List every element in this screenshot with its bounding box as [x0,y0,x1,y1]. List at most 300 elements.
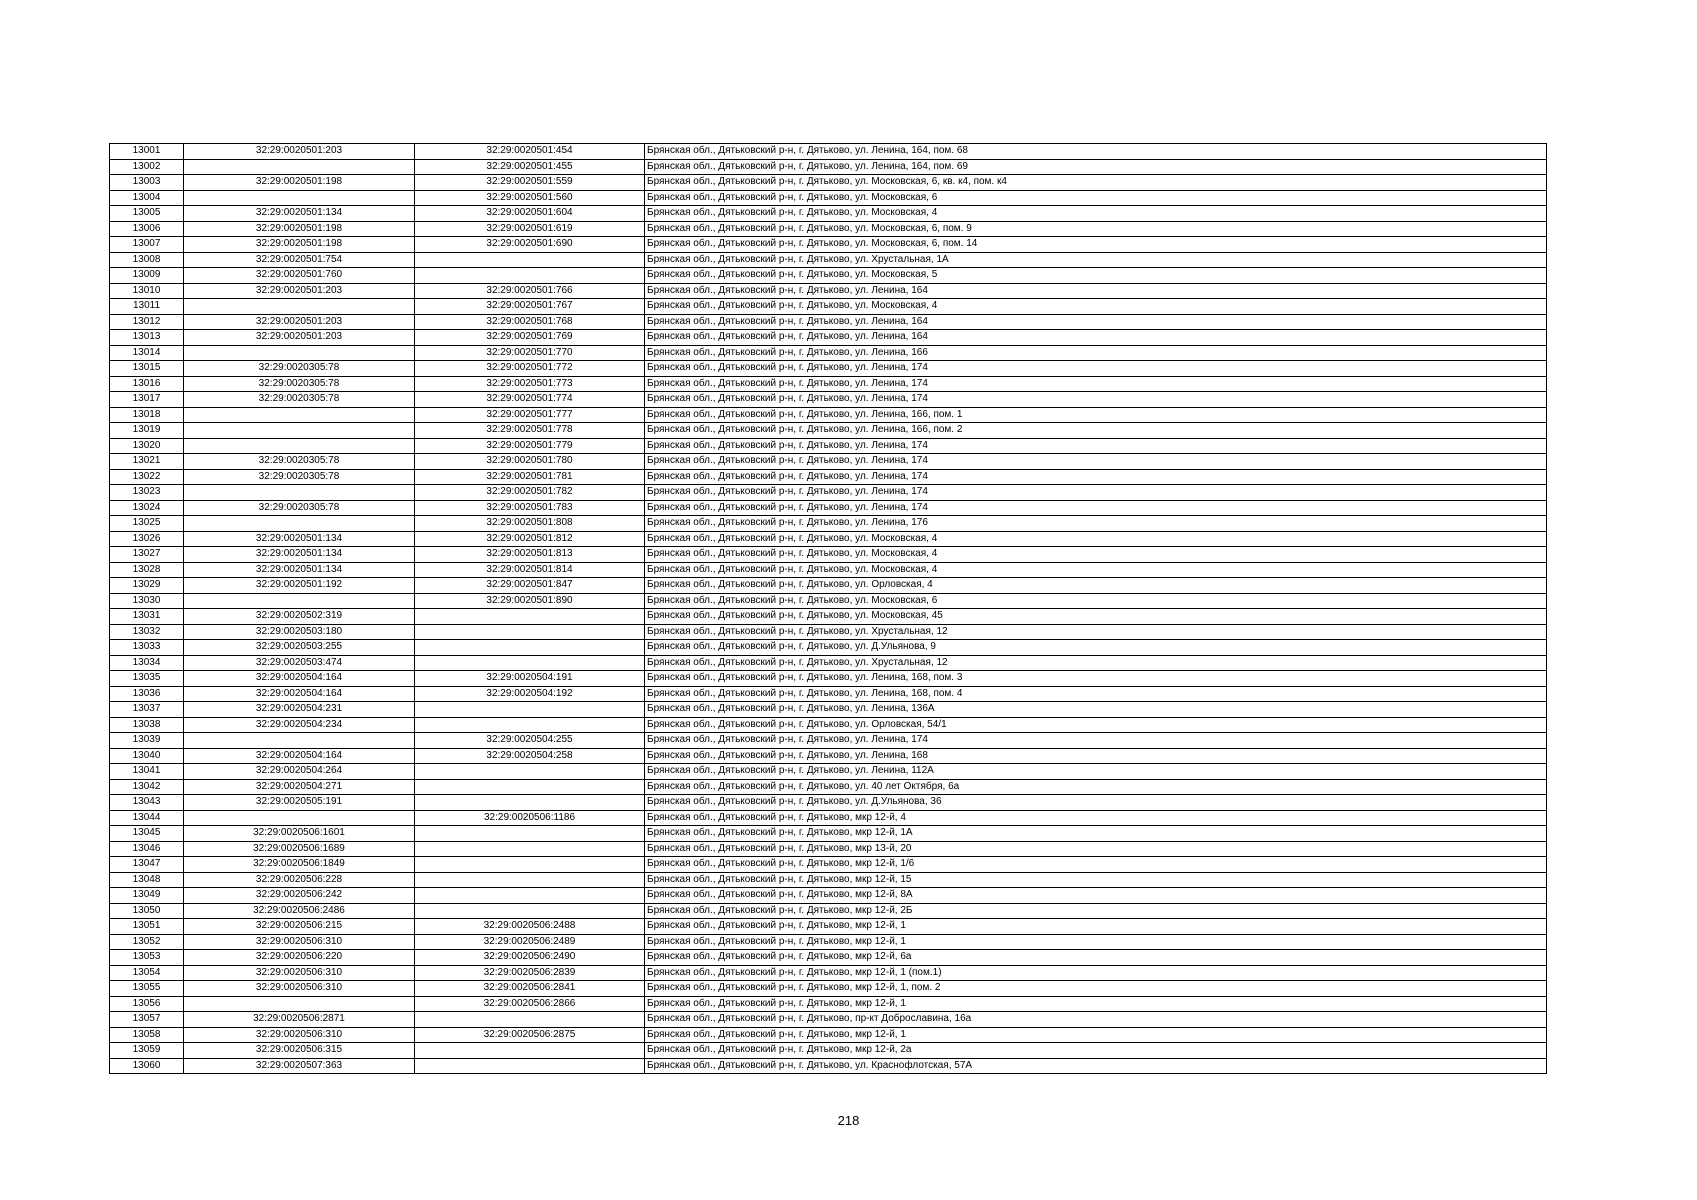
address-cell: Брянская обл., Дятьковский р-н, г. Дятьково, ул. Ленина, 174 [645,376,1547,392]
parcel-cadastral-number-cell: 32:29:0020501:134 [184,206,415,222]
table-row [110,748,1547,764]
table-row [110,717,1547,733]
address-cell: Брянская обл., Дятьковский р-н, г. Дятьково, ул. Ленина, 174 [645,500,1547,516]
object-cadastral-number-cell [415,702,645,718]
object-cadastral-number-cell: 32:29:0020501:767 [415,299,645,315]
table-row [110,903,1547,919]
address-cell: Брянская обл., Дятьковский р-н, г. Дятьково, ул. Ленина, 166, пом. 1 [645,407,1547,423]
address-cell: Брянская обл., Дятьковский р-н, г. Дятьково, мкр 12-й, 4 [645,810,1547,826]
parcel-cadastral-number-cell [184,299,415,315]
row-number-cell: 13030 [110,593,184,609]
table-row [110,795,1547,811]
row-number-cell: 13037 [110,702,184,718]
object-cadastral-number-cell: 32:29:0020501:781 [415,469,645,485]
parcel-cadastral-number-cell: 32:29:0020305:78 [184,469,415,485]
address-cell: Брянская обл., Дятьковский р-н, г. Дятьково, ул. Орловская, 54/1 [645,717,1547,733]
row-number-cell: 13044 [110,810,184,826]
table-row [110,252,1547,268]
table-row [110,810,1547,826]
parcel-cadastral-number-cell [184,438,415,454]
address-cell: Брянская обл., Дятьковский р-н, г. Дятьково, ул. 40 лет Октября, 6а [645,779,1547,795]
row-number-cell: 13051 [110,919,184,935]
table-row [110,159,1547,175]
address-cell: Брянская обл., Дятьковский р-н, г. Дятьково, ул. Московская, 45 [645,609,1547,625]
table-row [110,950,1547,966]
object-cadastral-number-cell: 32:29:0020501:604 [415,206,645,222]
table-row [110,500,1547,516]
table-row [110,283,1547,299]
address-cell: Брянская обл., Дятьковский р-н, г. Дятьково, ул. Ленина, 136А [645,702,1547,718]
table-row [110,237,1547,253]
address-cell: Брянская обл., Дятьковский р-н, г. Дятьково, ул. Московская, 4 [645,531,1547,547]
address-cell: Брянская обл., Дятьковский р-н, г. Дятьково, мкр 12-й, 1/6 [645,857,1547,873]
row-number-cell: 13060 [110,1058,184,1074]
object-cadastral-number-cell: 32:29:0020501:454 [415,144,645,160]
object-cadastral-number-cell [415,841,645,857]
address-cell: Брянская обл., Дятьковский р-н, г. Дятьково, ул. Ленина, 164, пом. 68 [645,144,1547,160]
object-cadastral-number-cell [415,1012,645,1028]
object-cadastral-number-cell: 32:29:0020501:773 [415,376,645,392]
parcel-cadastral-number-cell: 32:29:0020506:220 [184,950,415,966]
row-number-cell: 13034 [110,655,184,671]
object-cadastral-number-cell [415,624,645,640]
object-cadastral-number-cell: 32:29:0020501:560 [415,190,645,206]
parcel-cadastral-number-cell [184,810,415,826]
parcel-cadastral-number-cell: 32:29:0020504:264 [184,764,415,780]
parcel-cadastral-number-cell [184,593,415,609]
object-cadastral-number-cell: 32:29:0020501:847 [415,578,645,594]
row-number-cell: 13023 [110,485,184,501]
object-cadastral-number-cell: 32:29:0020506:2841 [415,981,645,997]
row-number-cell: 13036 [110,686,184,702]
row-number-cell: 13059 [110,1043,184,1059]
parcel-cadastral-number-cell: 32:29:0020506:310 [184,934,415,950]
row-number-cell: 13011 [110,299,184,315]
parcel-cadastral-number-cell: 32:29:0020501:203 [184,144,415,160]
object-cadastral-number-cell: 32:29:0020501:619 [415,221,645,237]
object-cadastral-number-cell: 32:29:0020501:559 [415,175,645,191]
row-number-cell: 13049 [110,888,184,904]
table-row [110,454,1547,470]
object-cadastral-number-cell: 32:29:0020501:766 [415,283,645,299]
table-row [110,702,1547,718]
table-row [110,965,1547,981]
object-cadastral-number-cell: 32:29:0020501:813 [415,547,645,563]
row-number-cell: 13016 [110,376,184,392]
row-number-cell: 13017 [110,392,184,408]
row-number-cell: 13042 [110,779,184,795]
address-cell: Брянская обл., Дятьковский р-н, г. Дятьково, ул. Краснофлотская, 57А [645,1058,1547,1074]
table-row [110,919,1547,935]
object-cadastral-number-cell: 32:29:0020501:769 [415,330,645,346]
row-number-cell: 13053 [110,950,184,966]
address-cell: Брянская обл., Дятьковский р-н, г. Дятьково, ул. Московская, 6 [645,190,1547,206]
parcel-cadastral-number-cell: 32:29:0020305:78 [184,454,415,470]
parcel-cadastral-number-cell: 32:29:0020501:134 [184,562,415,578]
table-row [110,423,1547,439]
object-cadastral-number-cell [415,655,645,671]
address-cell: Брянская обл., Дятьковский р-н, г. Дятьково, ул. Ленина, 168, пом. 4 [645,686,1547,702]
address-cell: Брянская обл., Дятьковский р-н, г. Дятьково, ул. Ленина, 174 [645,469,1547,485]
object-cadastral-number-cell: 32:29:0020501:783 [415,500,645,516]
object-cadastral-number-cell: 32:29:0020504:258 [415,748,645,764]
parcel-cadastral-number-cell: 32:29:0020305:78 [184,361,415,377]
address-cell: Брянская обл., Дятьковский р-н, г. Дятьково, мкр 12-й, 15 [645,872,1547,888]
address-cell: Брянская обл., Дятьковский р-н, г. Дятьково, мкр 12-й, 1 [645,1027,1547,1043]
object-cadastral-number-cell: 32:29:0020501:814 [415,562,645,578]
address-cell: Брянская обл., Дятьковский р-н, г. Дятьково, мкр 13-й, 20 [645,841,1547,857]
object-cadastral-number-cell: 32:29:0020501:778 [415,423,645,439]
table-row [110,190,1547,206]
address-cell: Брянская обл., Дятьковский р-н, г. Дятьково, мкр 12-й, 1, пом. 2 [645,981,1547,997]
row-number-cell: 13054 [110,965,184,981]
object-cadastral-number-cell: 32:29:0020504:192 [415,686,645,702]
address-cell: Брянская обл., Дятьковский р-н, г. Дятьково, ул. Хрустальная, 12 [645,655,1547,671]
table-row [110,733,1547,749]
address-cell: Брянская обл., Дятьковский р-н, г. Дятьково, ул. Московская, 6 [645,593,1547,609]
parcel-cadastral-number-cell: 32:29:0020506:228 [184,872,415,888]
parcel-cadastral-number-cell: 32:29:0020305:78 [184,392,415,408]
parcel-cadastral-number-cell: 32:29:0020506:310 [184,965,415,981]
row-number-cell: 13028 [110,562,184,578]
address-cell: Брянская обл., Дятьковский р-н, г. Дятьково, ул. Московская, 4 [645,562,1547,578]
row-number-cell: 13010 [110,283,184,299]
parcel-cadastral-number-cell: 32:29:0020506:242 [184,888,415,904]
address-cell: Брянская обл., Дятьковский р-н, г. Дятьково, ул. Орловская, 4 [645,578,1547,594]
address-cell: Брянская обл., Дятьковский р-н, г. Дятьково, мкр 12-й, 1 [645,996,1547,1012]
table-row [110,888,1547,904]
parcel-cadastral-number-cell: 32:29:0020501:760 [184,268,415,284]
address-cell: Брянская обл., Дятьковский р-н, г. Дятьково, мкр 12-й, 1 (пом.1) [645,965,1547,981]
row-number-cell: 13027 [110,547,184,563]
table-row [110,1058,1547,1074]
object-cadastral-number-cell: 32:29:0020501:890 [415,593,645,609]
table-row [110,407,1547,423]
table-row [110,686,1547,702]
table-row [110,764,1547,780]
object-cadastral-number-cell: 32:29:0020501:774 [415,392,645,408]
table-row [110,330,1547,346]
address-cell: Брянская обл., Дятьковский р-н, г. Дятьково, ул. Ленина, 174 [645,438,1547,454]
row-number-cell: 13014 [110,345,184,361]
row-number-cell: 13039 [110,733,184,749]
address-cell: Брянская обл., Дятьковский р-н, г. Дятьково, ул. Ленина, 164 [645,314,1547,330]
object-cadastral-number-cell: 32:29:0020501:772 [415,361,645,377]
object-cadastral-number-cell [415,826,645,842]
page-number: 218 [837,1113,860,1128]
parcel-cadastral-number-cell: 32:29:0020502:319 [184,609,415,625]
parcel-cadastral-number-cell: 32:29:0020501:203 [184,283,415,299]
parcel-cadastral-number-cell: 32:29:0020506:315 [184,1043,415,1059]
object-cadastral-number-cell: 32:29:0020506:2489 [415,934,645,950]
parcel-cadastral-number-cell: 32:29:0020504:164 [184,748,415,764]
parcel-cadastral-number-cell: 32:29:0020503:255 [184,640,415,656]
table-row [110,872,1547,888]
parcel-cadastral-number-cell: 32:29:0020501:192 [184,578,415,594]
row-number-cell: 13012 [110,314,184,330]
registry-table-body [110,144,1547,1074]
object-cadastral-number-cell: 32:29:0020501:777 [415,407,645,423]
parcel-cadastral-number-cell: 32:29:0020501:203 [184,330,415,346]
object-cadastral-number-cell: 32:29:0020506:2839 [415,965,645,981]
object-cadastral-number-cell [415,717,645,733]
parcel-cadastral-number-cell: 32:29:0020504:164 [184,686,415,702]
object-cadastral-number-cell [415,857,645,873]
row-number-cell: 13003 [110,175,184,191]
address-cell: Брянская обл., Дятьковский р-н, г. Дятьково, мкр 12-й, 1 [645,919,1547,935]
table-row [110,361,1547,377]
address-cell: Брянская обл., Дятьковский р-н, г. Дятьково, ул. Ленина, 164, пом. 69 [645,159,1547,175]
row-number-cell: 13045 [110,826,184,842]
address-cell: Брянская обл., Дятьковский р-н, г. Дятьково, ул. Ленина, 164 [645,330,1547,346]
registry-table [109,143,1547,1074]
table-row [110,206,1547,222]
row-number-cell: 13019 [110,423,184,439]
row-number-cell: 13008 [110,252,184,268]
parcel-cadastral-number-cell: 32:29:0020506:1689 [184,841,415,857]
parcel-cadastral-number-cell: 32:29:0020503:474 [184,655,415,671]
table-row [110,981,1547,997]
address-cell: Брянская обл., Дятьковский р-н, г. Дятьково, ул. Московская, 4 [645,206,1547,222]
parcel-cadastral-number-cell: 32:29:0020506:2486 [184,903,415,919]
parcel-cadastral-number-cell: 32:29:0020503:180 [184,624,415,640]
row-number-cell: 13047 [110,857,184,873]
parcel-cadastral-number-cell: 32:29:0020506:1601 [184,826,415,842]
parcel-cadastral-number-cell: 32:29:0020501:134 [184,531,415,547]
address-cell: Брянская обл., Дятьковский р-н, г. Дятьково, ул. Ленина, 174 [645,454,1547,470]
row-number-cell: 13020 [110,438,184,454]
object-cadastral-number-cell [415,795,645,811]
table-row [110,547,1547,563]
row-number-cell: 13031 [110,609,184,625]
row-number-cell: 13057 [110,1012,184,1028]
address-cell: Брянская обл., Дятьковский р-н, г. Дятьково, ул. Московская, 6, кв. к4, пом. к4 [645,175,1547,191]
object-cadastral-number-cell [415,609,645,625]
row-number-cell: 13009 [110,268,184,284]
address-cell: Брянская обл., Дятьковский р-н, г. Дятьково, ул. Д.Ульянова, 36 [645,795,1547,811]
table-row [110,671,1547,687]
row-number-cell: 13021 [110,454,184,470]
table-row [110,531,1547,547]
parcel-cadastral-number-cell [184,996,415,1012]
table-row [110,609,1547,625]
table-row [110,640,1547,656]
row-number-cell: 13035 [110,671,184,687]
parcel-cadastral-number-cell: 32:29:0020501:198 [184,175,415,191]
row-number-cell: 13050 [110,903,184,919]
row-number-cell: 13038 [110,717,184,733]
row-number-cell: 13024 [110,500,184,516]
address-cell: Брянская обл., Дятьковский р-н, г. Дятьково, ул. Ленина, 166, пом. 2 [645,423,1547,439]
object-cadastral-number-cell [415,1043,645,1059]
parcel-cadastral-number-cell: 32:29:0020305:78 [184,500,415,516]
object-cadastral-number-cell: 32:29:0020501:770 [415,345,645,361]
address-cell: Брянская обл., Дятьковский р-н, г. Дятьково, ул. Ленина, 174 [645,485,1547,501]
address-cell: Брянская обл., Дятьковский р-н, г. Дятьково, ул. Московская, 6, пом. 9 [645,221,1547,237]
table-row [110,485,1547,501]
object-cadastral-number-cell: 32:29:0020506:2488 [415,919,645,935]
parcel-cadastral-number-cell [184,345,415,361]
parcel-cadastral-number-cell: 32:29:0020507:363 [184,1058,415,1074]
object-cadastral-number-cell: 32:29:0020506:2490 [415,950,645,966]
object-cadastral-number-cell [415,888,645,904]
row-number-cell: 13025 [110,516,184,532]
object-cadastral-number-cell: 32:29:0020501:808 [415,516,645,532]
parcel-cadastral-number-cell: 32:29:0020501:198 [184,221,415,237]
parcel-cadastral-number-cell [184,407,415,423]
row-number-cell: 13058 [110,1027,184,1043]
row-number-cell: 13018 [110,407,184,423]
object-cadastral-number-cell [415,779,645,795]
table-row [110,934,1547,950]
object-cadastral-number-cell: 32:29:0020501:780 [415,454,645,470]
parcel-cadastral-number-cell: 32:29:0020506:215 [184,919,415,935]
table-row [110,268,1547,284]
parcel-cadastral-number-cell [184,423,415,439]
table-row [110,779,1547,795]
object-cadastral-number-cell: 32:29:0020501:768 [415,314,645,330]
row-number-cell: 13046 [110,841,184,857]
row-number-cell: 13048 [110,872,184,888]
row-number-cell: 13005 [110,206,184,222]
parcel-cadastral-number-cell: 32:29:0020506:310 [184,1027,415,1043]
row-number-cell: 13052 [110,934,184,950]
row-number-cell: 13026 [110,531,184,547]
object-cadastral-number-cell: 32:29:0020501:779 [415,438,645,454]
row-number-cell: 13002 [110,159,184,175]
address-cell: Брянская обл., Дятьковский р-н, г. Дятьково, мкр 12-й, 1 [645,934,1547,950]
address-cell: Брянская обл., Дятьковский р-н, г. Дятьково, ул. Хрустальная, 1А [645,252,1547,268]
parcel-cadastral-number-cell: 32:29:0020504:271 [184,779,415,795]
table-row [110,578,1547,594]
row-number-cell: 13001 [110,144,184,160]
address-cell: Брянская обл., Дятьковский р-н, г. Дятьково, ул. Ленина, 164 [645,283,1547,299]
row-number-cell: 13055 [110,981,184,997]
table-row [110,144,1547,160]
row-number-cell: 13006 [110,221,184,237]
table-row [110,562,1547,578]
parcel-cadastral-number-cell: 32:29:0020501:203 [184,314,415,330]
row-number-cell: 13043 [110,795,184,811]
object-cadastral-number-cell [415,268,645,284]
table-row [110,1043,1547,1059]
address-cell: Брянская обл., Дятьковский р-н, г. Дятьково, ул. Ленина, 168 [645,748,1547,764]
row-number-cell: 13015 [110,361,184,377]
address-cell: Брянская обл., Дятьковский р-н, г. Дятьково, пр-кт Доброславина, 16а [645,1012,1547,1028]
table-row [110,392,1547,408]
parcel-cadastral-number-cell: 32:29:0020505:191 [184,795,415,811]
address-cell: Брянская обл., Дятьковский р-н, г. Дятьково, ул. Московская, 4 [645,547,1547,563]
address-cell: Брянская обл., Дятьковский р-н, г. Дятьково, ул. Д.Ульянова, 9 [645,640,1547,656]
address-cell: Брянская обл., Дятьковский р-н, г. Дятьково, ул. Московская, 4 [645,299,1547,315]
table-row [110,376,1547,392]
table-row [110,1027,1547,1043]
parcel-cadastral-number-cell [184,159,415,175]
row-number-cell: 13013 [110,330,184,346]
object-cadastral-number-cell [415,872,645,888]
object-cadastral-number-cell: 32:29:0020504:191 [415,671,645,687]
object-cadastral-number-cell [415,640,645,656]
row-number-cell: 13029 [110,578,184,594]
table-row [110,841,1547,857]
object-cadastral-number-cell: 32:29:0020501:812 [415,531,645,547]
parcel-cadastral-number-cell: 32:29:0020501:134 [184,547,415,563]
address-cell: Брянская обл., Дятьковский р-н, г. Дятьково, ул. Хрустальная, 12 [645,624,1547,640]
parcel-cadastral-number-cell: 32:29:0020504:231 [184,702,415,718]
table-row [110,345,1547,361]
table-row [110,221,1547,237]
address-cell: Брянская обл., Дятьковский р-н, г. Дятьково, ул. Ленина, 166 [645,345,1547,361]
row-number-cell: 13040 [110,748,184,764]
row-number-cell: 13032 [110,624,184,640]
parcel-cadastral-number-cell: 32:29:0020305:78 [184,376,415,392]
table-row [110,996,1547,1012]
object-cadastral-number-cell: 32:29:0020501:455 [415,159,645,175]
table-row [110,516,1547,532]
object-cadastral-number-cell: 32:29:0020501:782 [415,485,645,501]
object-cadastral-number-cell: 32:29:0020506:2866 [415,996,645,1012]
address-cell: Брянская обл., Дятьковский р-н, г. Дятьково, ул. Ленина, 168, пом. 3 [645,671,1547,687]
table-row [110,624,1547,640]
address-cell: Брянская обл., Дятьковский р-н, г. Дятьково, ул. Московская, 5 [645,268,1547,284]
address-cell: Брянская обл., Дятьковский р-н, г. Дятьково, мкр 12-й, 8А [645,888,1547,904]
object-cadastral-number-cell [415,903,645,919]
row-number-cell: 13033 [110,640,184,656]
object-cadastral-number-cell [415,764,645,780]
table-row [110,175,1547,191]
parcel-cadastral-number-cell: 32:29:0020506:310 [184,981,415,997]
row-number-cell: 13041 [110,764,184,780]
parcel-cadastral-number-cell [184,516,415,532]
table-row [110,299,1547,315]
address-cell: Брянская обл., Дятьковский р-н, г. Дятьково, мкр 12-й, 1А [645,826,1547,842]
table-row [110,314,1547,330]
address-cell: Брянская обл., Дятьковский р-н, г. Дятьково, ул. Ленина, 174 [645,392,1547,408]
table-row [110,655,1547,671]
row-number-cell: 13022 [110,469,184,485]
object-cadastral-number-cell: 32:29:0020506:2875 [415,1027,645,1043]
parcel-cadastral-number-cell [184,733,415,749]
table-row [110,1012,1547,1028]
table-row [110,857,1547,873]
row-number-cell: 13056 [110,996,184,1012]
row-number-cell: 13004 [110,190,184,206]
parcel-cadastral-number-cell: 32:29:0020501:198 [184,237,415,253]
parcel-cadastral-number-cell: 32:29:0020504:164 [184,671,415,687]
address-cell: Брянская обл., Дятьковский р-н, г. Дятьково, мкр 12-й, 2а [645,1043,1547,1059]
address-cell: Брянская обл., Дятьковский р-н, г. Дятьково, ул. Ленина, 174 [645,361,1547,377]
address-cell: Брянская обл., Дятьковский р-н, г. Дятьково, ул. Ленина, 176 [645,516,1547,532]
table-row [110,593,1547,609]
object-cadastral-number-cell [415,1058,645,1074]
address-cell: Брянская обл., Дятьковский р-н, г. Дятьково, ул. Ленина, 112А [645,764,1547,780]
table-row [110,469,1547,485]
table-row [110,438,1547,454]
parcel-cadastral-number-cell [184,485,415,501]
object-cadastral-number-cell [415,252,645,268]
address-cell: Брянская обл., Дятьковский р-н, г. Дятьково, ул. Ленина, 174 [645,733,1547,749]
object-cadastral-number-cell: 32:29:0020506:1186 [415,810,645,826]
table-row [110,826,1547,842]
parcel-cadastral-number-cell [184,190,415,206]
address-cell: Брянская обл., Дятьковский р-н, г. Дятьково, ул. Московская, 6, пом. 14 [645,237,1547,253]
object-cadastral-number-cell: 32:29:0020504:255 [415,733,645,749]
address-cell: Брянская обл., Дятьковский р-н, г. Дятьково, мкр 12-й, 2Б [645,903,1547,919]
address-cell: Брянская обл., Дятьковский р-н, г. Дятьково, мкр 12-й, 6а [645,950,1547,966]
parcel-cadastral-number-cell: 32:29:0020506:1849 [184,857,415,873]
parcel-cadastral-number-cell: 32:29:0020504:234 [184,717,415,733]
parcel-cadastral-number-cell: 32:29:0020501:754 [184,252,415,268]
